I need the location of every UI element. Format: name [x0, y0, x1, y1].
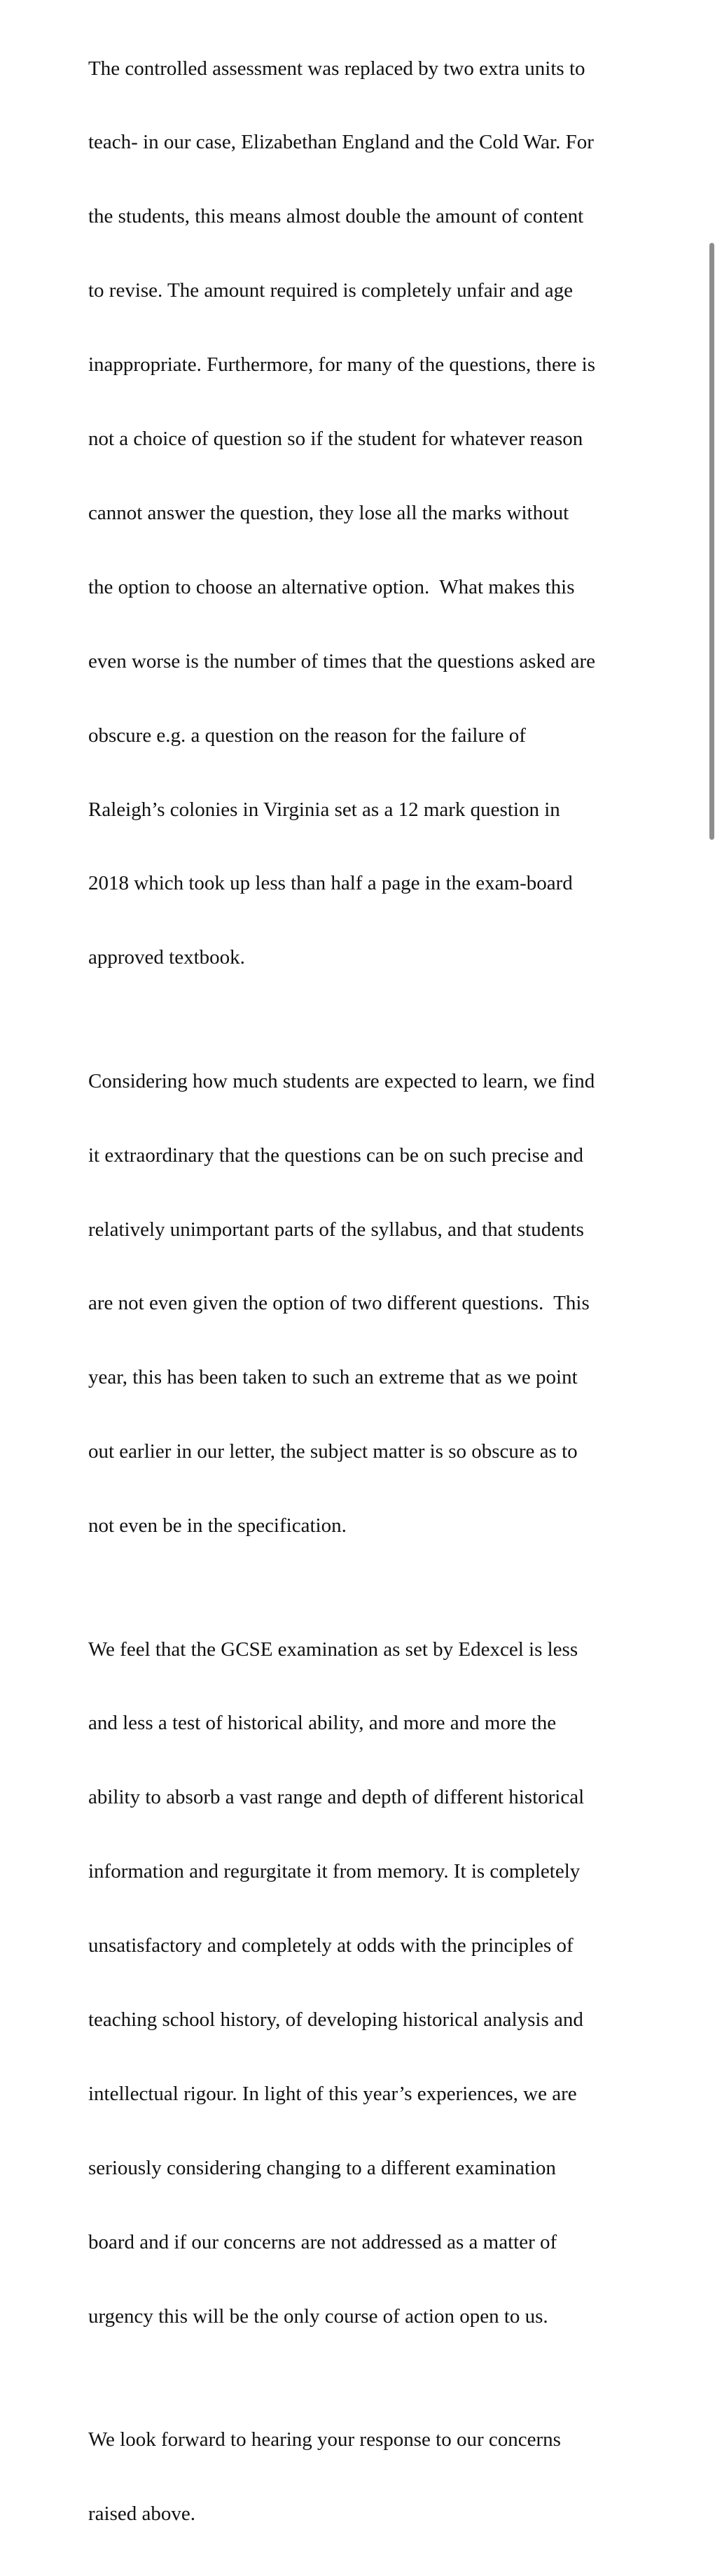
paragraph-controlled-assessment	[88, 7, 641, 1020]
text-line: approved textbook.	[88, 946, 245, 969]
text-line: information and regurgitate it from memory. It is completely	[88, 1860, 581, 1883]
text-line: to revise. The amount required is completely unfair and age	[88, 279, 574, 302]
text-line: relatively unimportant parts of the syllabus, and that students	[88, 1218, 584, 1241]
text-line: 2018 which took up less than half a page in the exam-board	[88, 872, 573, 895]
text-line: cannot answer the question, they lose all the marks without	[88, 501, 569, 524]
text-line: seriously considering changing to a different examination	[88, 2156, 556, 2179]
text-line: even worse is the number of times that the questions asked are	[88, 649, 595, 673]
text-line: and less a test of historical ability, and more and more the	[88, 1712, 557, 1735]
text-line: Raleigh’s colonies in Virginia set as a 12 mark question in	[88, 798, 560, 821]
text-line: it extraordinary that the questions can be on such precise and	[88, 1143, 584, 1167]
text-line: intellectual rigour. In light of this year’s experiences, we are	[88, 2082, 577, 2105]
text-line: not a choice of question so if the student for whatever reason	[88, 428, 583, 451]
paragraph-considering	[88, 1020, 641, 1588]
paragraph-gcse-examination	[88, 1588, 641, 2379]
text-line: obscure e.g. a question on the reason for the failure of	[88, 724, 526, 747]
text-line: teaching school history, of developing historical analysis and	[88, 2008, 583, 2032]
text-line: the students, this means almost double the amount of content	[88, 205, 584, 228]
text-line: We feel that the GCSE examination as set by Edexcel is less	[88, 1638, 578, 1661]
scrollbar-thumb[interactable]	[709, 243, 714, 840]
text-line: the option to choose an alternative option. What makes this	[88, 575, 575, 598]
text-line: The controlled assessment was replaced by two extra units to	[88, 57, 585, 80]
paragraph-closing	[88, 2379, 641, 2576]
text-line: teach- in our case, Elizabethan England and the Cold War. For	[88, 131, 594, 154]
text-line: unsatisfactory and completely at odds with the principles of	[88, 1934, 574, 1957]
text-line: board and if our concerns are not addressed as a matter of	[88, 2230, 557, 2253]
text-line: out earlier in our letter, the subject matter is so obscure as to	[88, 1440, 578, 1463]
letter-body	[88, 7, 641, 2576]
text-line: are not even given the option of two different questions. This	[88, 1292, 590, 1315]
text-line: ability to absorb a vast range and depth of different historical	[88, 1786, 585, 1809]
text-line: year, this has been taken to such an extreme that as we point	[88, 1366, 578, 1389]
text-line: urgency this will be the only course of action open to us.	[88, 2304, 548, 2328]
text-line: We look forward to hearing your response to our concerns	[88, 2428, 561, 2451]
text-line: not even be in the specification.	[88, 1514, 347, 1537]
text-line: Considering how much students are expected to learn, we find	[88, 1069, 595, 1092]
text-line: inappropriate. Furthermore, for many of the questions, there is	[88, 353, 595, 376]
text-line: raised above.	[88, 2502, 195, 2525]
